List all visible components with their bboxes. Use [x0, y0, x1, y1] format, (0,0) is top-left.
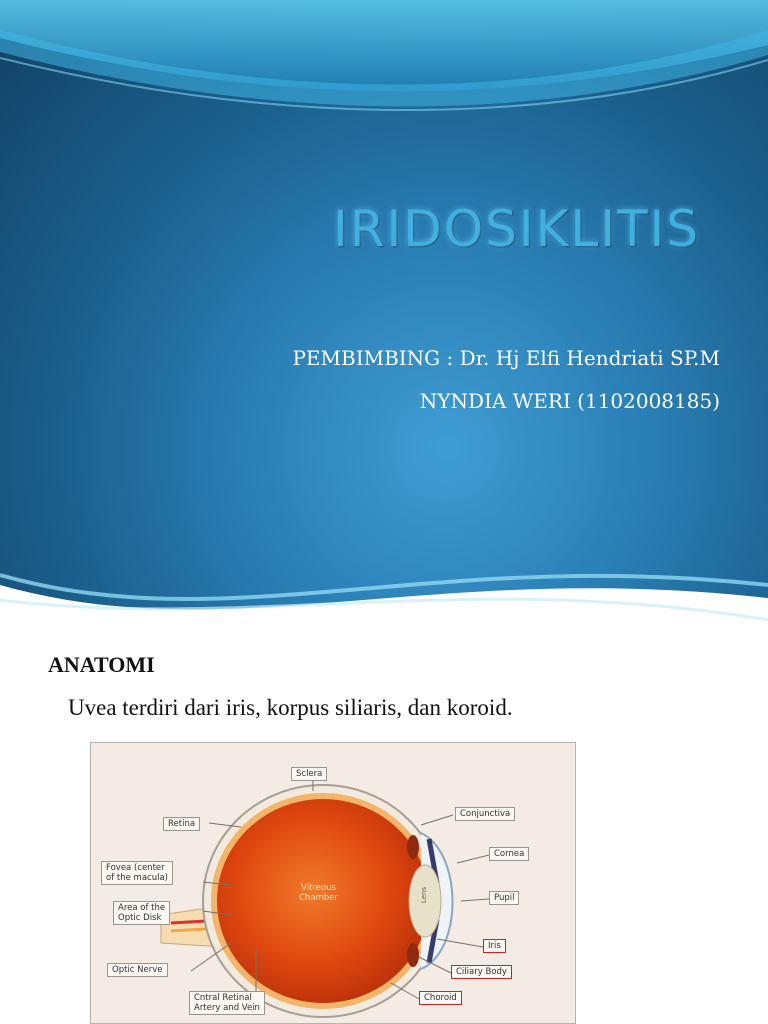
- eye-anatomy-diagram: [90, 742, 576, 1024]
- label-optic-disk-line2: Optic Disk: [118, 913, 162, 923]
- label-fovea-line1: Fovea (center: [106, 863, 165, 873]
- label-conjunctiva: Conjunctiva: [455, 807, 515, 821]
- label-retina: Retina: [163, 817, 200, 831]
- label-cornea: Cornea: [489, 847, 529, 861]
- label-optic-disk: [113, 901, 170, 925]
- label-artery-line2: Artery and Vein: [194, 1003, 260, 1013]
- label-lens: Lens: [420, 886, 429, 904]
- label-choroid: Choroid: [419, 991, 462, 1005]
- body-text: Uvea terdiri dari iris, korpus siliaris, dan koroid.: [68, 695, 513, 720]
- anatomy-slide: [0, 640, 768, 1024]
- supervisor-line: PEMBIMBING : Dr. Hj Elfi Hendriati SP.M: [292, 346, 720, 370]
- label-optic-nerve: Optic Nerve: [107, 963, 168, 977]
- label-artery-line1: Cntral Retinal: [194, 993, 252, 1003]
- label-vitreous-line1: Vitreous: [301, 883, 336, 893]
- label-fovea: [101, 861, 173, 885]
- label-pupil: Pupil: [489, 891, 519, 905]
- label-ciliary-body: Ciliary Body: [451, 965, 512, 979]
- label-vitreous-chamber: [299, 883, 338, 903]
- label-fovea-line2: of the macula): [106, 873, 168, 883]
- label-sclera: Sclera: [291, 767, 327, 781]
- label-vitreous-line2: Chamber: [299, 893, 338, 903]
- presenter-line: NYNDIA WERI (1102008185): [419, 389, 720, 413]
- label-central-retinal-artery: [189, 991, 265, 1015]
- label-iris: Iris: [483, 939, 506, 953]
- slide-title: IRIDOSIKLITIS: [333, 200, 700, 258]
- label-optic-disk-line1: Area of the: [118, 903, 166, 913]
- section-heading: ANATOMI: [48, 652, 155, 677]
